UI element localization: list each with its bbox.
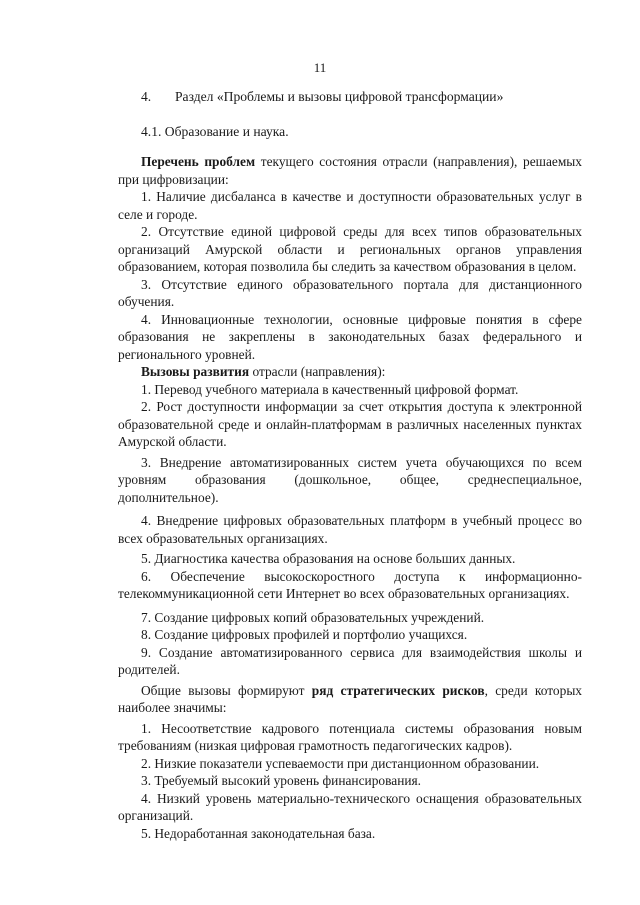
risk-item: 1. Несоответствие кадрового потенциала системы образования новым требованиям (низкая цифровая грамотность педагогических кадров). <box>118 720 582 753</box>
risks-intro <box>118 682 582 717</box>
challenge-item: 5. Диагностика качества образования на основе больших данных. <box>141 551 516 566</box>
challenges-intro-text: отрасли (направления): <box>249 364 386 379</box>
subsection-heading: 4.1. Образование и наука. <box>141 124 289 139</box>
challenges-intro-bold: Вызовы развития <box>141 364 250 379</box>
problems-intro <box>118 153 582 188</box>
problems-intro-bold: Перечень проблем <box>141 154 256 169</box>
challenge-item: 8. Создание цифровых профилей и портфолио учащихся. <box>141 627 468 642</box>
section-title: Раздел «Проблемы и вызовы цифровой трансформации» <box>175 89 504 104</box>
problem-item: 2. Отсутствие единой цифровой среды для всех типов образовательных организаций Амурской области и региональных органов управления образованием, которая позволила бы следить за качеством образования в целом. <box>118 224 582 274</box>
problem-item: 1. Наличие дисбаланса в качестве и доступности образовательных услуг в селе и городе. <box>118 189 582 222</box>
challenge-item: 3. Внедрение автоматизированных систем учета обучающихся по всем уровням образования (дошкольное, общее, среднеспециальное, дополнительное). <box>118 454 582 505</box>
section-number: 4. <box>141 89 152 104</box>
page-number: 11 <box>313 60 327 75</box>
risk-item: 4. Низкий уровень материально-технического оснащения образовательных организаций. <box>118 790 582 823</box>
challenge-item: 4. Внедрение цифровых образовательных платформ в учебный процесс во всех образовательных организациях. <box>118 513 582 546</box>
challenge-item: 2. Рост доступности информации за счет открытия доступа к электронной образовательной среде и онлайн-платформам в различных населенных пунктах Амурской области. <box>118 399 582 449</box>
risk-item: 5. Недоработанная законодательная база. <box>141 825 376 841</box>
challenge-item: 7. Создание цифровых копий образовательных учреждений. <box>141 609 485 625</box>
risk-item: 3. Требуемый высокий уровень финансирования. <box>141 773 422 788</box>
problems-intro-text: текущего состояния отрасли (направления), решаемых при цифровизации: <box>118 154 582 187</box>
challenge-item: 6. Обеспечение высокоскоростного доступа к информационно-телекоммуникационной сети Интернет во всех образовательных организациях. <box>118 568 582 601</box>
section-heading <box>141 89 581 105</box>
problem-item: 4. Инновационные технологии, основные цифровые понятия в сфере образования не закреплены в законодательных базах федерального и регионального уровней. <box>118 311 582 362</box>
problem-item: 3. Отсутствие единого образовательного портала для дистанционного обучения. <box>118 276 582 309</box>
challenges-intro <box>118 363 582 381</box>
challenge-item: 1. Перевод учебного материала в качественный цифровой формат. <box>141 381 519 397</box>
challenge-item: 9. Создание автоматизированного сервиса для взаимодействия школы и родителей. <box>118 644 582 677</box>
risks-intro-text: Общие вызовы формируют <box>141 682 312 698</box>
risk-item: 2. Низкие показатели успеваемости при дистанционном образовании. <box>141 755 540 771</box>
risks-intro-post: , среди которых наиболее значимы: <box>118 682 583 715</box>
document-body <box>118 153 582 842</box>
risks-intro-bold: ряд стратегических рисков <box>311 682 485 698</box>
